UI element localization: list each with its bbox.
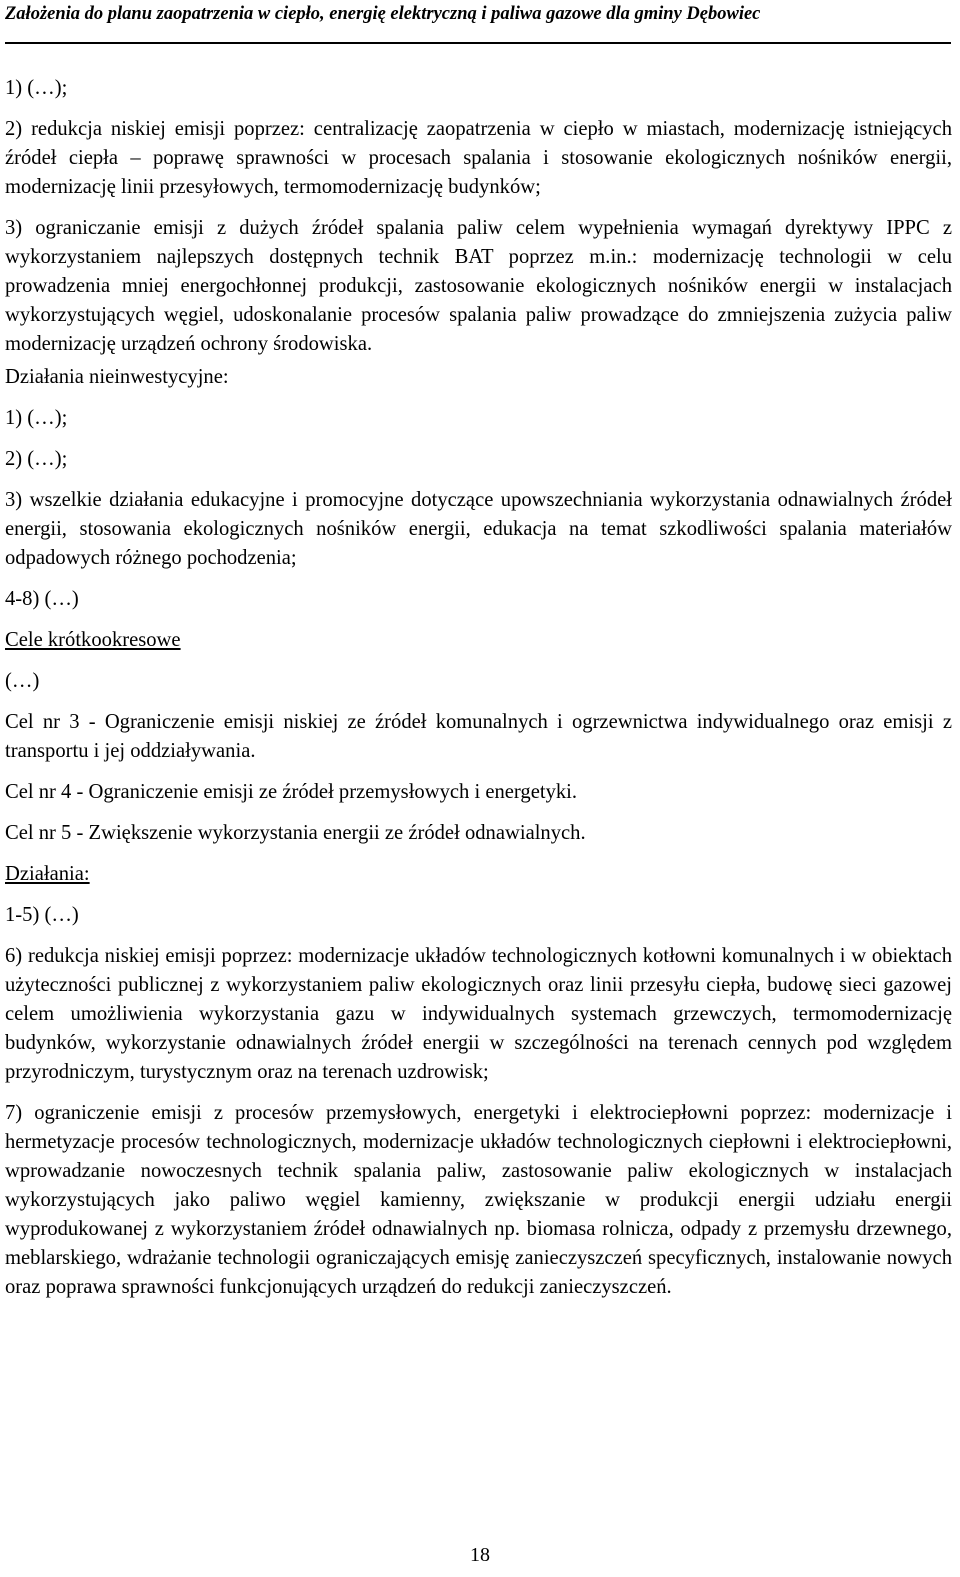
paragraph: 7) ograniczenie emisji z procesów przemysłowych, energetyki i elektrociepłowni poprzez: modernizacje i hermetyzacje procesów technologicznych, modernizacje układów technologicznych ciepłowni i elektrociepłowni, wprowadzanie nowoczesnych technik spalania paliw, zastosowanie paliw ekologicznych w instalacjach wykorzystujących jako paliwo węgiel kamienny, zwiększanie w produkcji energii udziału energii wyprodukowanej z wykorzystaniem źródeł odnawialnych np. biomasa rolnicza, odpady z przemysłu drzewnego, meblarskiego, wdrażanie technologii ograniczających emisję zanieczyszczeń specyficznych, instalowanie nowych oraz poprawa sprawności funkcjonujących urządzeń do redukcji zanieczyszczeń. [5, 1102, 952, 1298]
document-body [5, 74, 952, 1314]
paragraph: 3) ograniczanie emisji z dużych źródeł spalania paliw celem wypełnienia wymagań dyrektywy IPPC z wykorzystaniem najlepszych dostępnych technik BAT poprzez m.in.: modernizację technologii w celu prowadzenia mniej energochłonnej produkcji, zastosowanie ekologicznych nośników energii w instalacjach wykorzystujących węgiel, udoskonalanie procesów spalania paliw prowadzące do zmniejszenia zużycia paliw modernizację urządzeń ochrony środowiska. [5, 217, 952, 355]
header-title: Założenia do planu zaopatrzenia w ciepło, energię elektryczną i paliwa gazowe dla gminy Dębowiec [5, 4, 761, 24]
paragraph: 3) wszelkie działania edukacyjne i promocyjne dotyczące upowszechniania wykorzystania odnawialnych źródeł energii, stosowania ekologicznych nośników energii, edukacja na temat szkodliwości spalania materiałów odpadowych różnego pochodzenia; [5, 489, 952, 569]
paragraph: 2) redukcja niskiej emisji poprzez: centralizację zaopatrzenia w ciepło w miastach, modernizację istniejących źródeł ciepła – poprawę sprawności w procesach spalania i stosowanie ekologicznych nośników energii, modernizację linii przesyłowych, termomodernizację budynków; [5, 118, 952, 198]
paragraph: (…) [5, 670, 40, 692]
paragraph: Cel nr 5 - Zwiększenie wykorzystania energii ze źródeł odnawialnych. [5, 822, 586, 844]
paragraph: Cel nr 3 - Ograniczenie emisji niskiej ze źródeł komunalnych i ogrzewnictwa indywidualnego oraz emisji z transportu i jej oddziaływania. [5, 711, 952, 762]
section-heading: Działania: [5, 863, 90, 885]
paragraph: Działania nieinwestycyjne: [5, 366, 229, 388]
paragraph: 2) (…); [5, 448, 68, 470]
running-header [5, 4, 951, 44]
paragraph: Cel nr 4 - Ograniczenie emisji ze źródeł przemysłowych i energetyki. [5, 781, 578, 803]
paragraph: 1-5) (…) [5, 904, 79, 926]
page-number: 18 [470, 1544, 490, 1566]
section-heading: Cele krótkookresowe [5, 629, 181, 651]
paragraph: 4-8) (…) [5, 588, 79, 610]
paragraph: 1) (…); [5, 77, 68, 99]
paragraph: 1) (…); [5, 407, 68, 429]
paragraph: 6) redukcja niskiej emisji poprzez: modernizacje układów technologicznych kotłowni komunalnych i w obiektach użyteczności publicznej z wykorzystaniem paliw ekologicznych oraz linii przesyłu ciepła, budowę sieci gazowej celem umożliwienia wykorzystania gazu w indywidualnych systemach grzewczych, termomodernizację budynków, wykorzystanie odnawialnych źródeł energii w szczególności na terenach cennych pod względem przyrodniczym, turystycznym oraz na terenach uzdrowisk; [5, 945, 952, 1083]
